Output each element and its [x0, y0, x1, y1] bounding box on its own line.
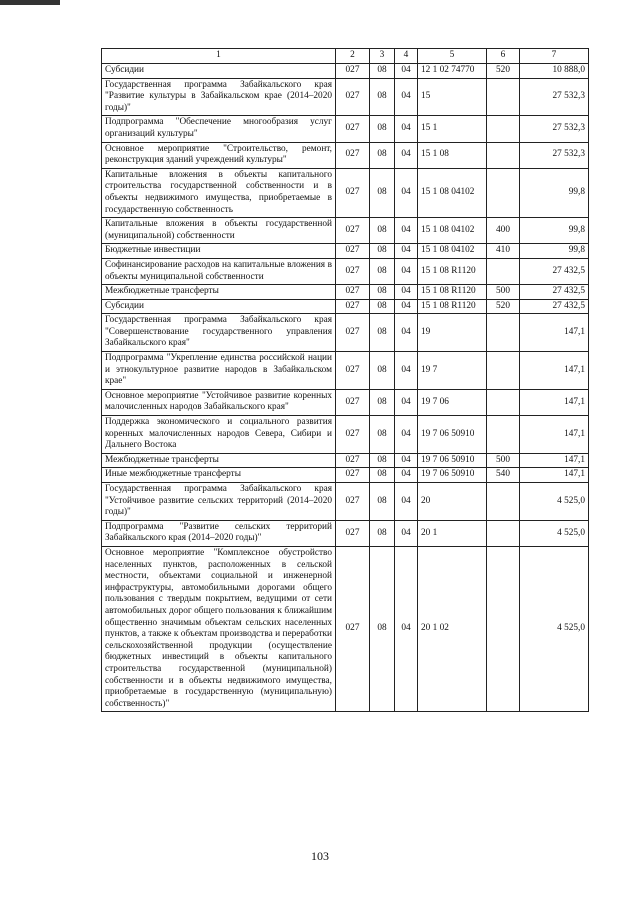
row-grbs: 027 — [336, 389, 370, 415]
row-pr: 04 — [395, 64, 418, 79]
row-pr: 04 — [395, 352, 418, 390]
table-row — [102, 299, 589, 314]
row-csr: 15 1 08 04102 — [418, 244, 487, 259]
row-rz: 08 — [370, 258, 395, 284]
row-name: Основное мероприятие "Строительство, ремонт, реконструкция зданий учреждений культуры" — [102, 142, 336, 168]
row-csr: 19 7 06 50910 — [418, 453, 487, 468]
row-rz: 08 — [370, 116, 395, 142]
row-rz: 08 — [370, 453, 395, 468]
row-csr: 19 — [418, 314, 487, 352]
row-grbs: 027 — [336, 116, 370, 142]
row-vr — [487, 416, 520, 454]
row-rz: 08 — [370, 285, 395, 300]
row-amount: 147,1 — [520, 389, 589, 415]
row-grbs: 027 — [336, 453, 370, 468]
scan-edge-mark — [0, 0, 60, 5]
row-vr: 520 — [487, 299, 520, 314]
table-row — [102, 258, 589, 284]
row-csr: 19 7 06 50910 — [418, 416, 487, 454]
row-pr: 04 — [395, 468, 418, 483]
row-amount: 99,8 — [520, 218, 589, 244]
row-rz: 08 — [370, 78, 395, 116]
row-name: Межбюджетные трансферты — [102, 285, 336, 300]
row-rz: 08 — [370, 64, 395, 79]
row-name: Иные межбюджетные трансферты — [102, 468, 336, 483]
row-csr: 15 1 — [418, 116, 487, 142]
table-row — [102, 416, 589, 454]
row-csr: 15 1 08 R1120 — [418, 285, 487, 300]
row-pr: 04 — [395, 116, 418, 142]
row-vr: 500 — [487, 285, 520, 300]
row-csr: 19 7 06 — [418, 389, 487, 415]
row-name: Межбюджетные трансферты — [102, 453, 336, 468]
row-name: Основное мероприятие "Комплексное обустройство населенных пунктов, расположенных в сельской местности, объектами социальной и инженерной инфраструктуры, автомобильными дорогами общего пользования с твердым покрытием, ведущими от сети автомобильных дорог общего пользования к ближайшим общественно значимым объектам сельских населенных пунктов, а также к объектам производства и переработки сельскохозяйственной продукции (осуществление бюджетных инвестиций в объекты капитального строительства государственной (муниципальной) собственности и в объекты недвижимого имущества, приобретаемые в государственную (муниципальную) собственность)" — [102, 546, 336, 711]
row-amount: 27 532,3 — [520, 116, 589, 142]
row-rz: 08 — [370, 142, 395, 168]
table-row — [102, 116, 589, 142]
budget-table — [101, 48, 589, 712]
table-row — [102, 314, 589, 352]
row-grbs: 027 — [336, 520, 370, 546]
row-amount: 4 525,0 — [520, 520, 589, 546]
row-rz: 08 — [370, 483, 395, 521]
col-header-csr: 5 — [418, 49, 487, 64]
row-vr — [487, 314, 520, 352]
row-vr: 540 — [487, 468, 520, 483]
row-vr: 500 — [487, 453, 520, 468]
row-amount: 10 888,0 — [520, 64, 589, 79]
row-amount: 147,1 — [520, 352, 589, 390]
row-grbs: 027 — [336, 285, 370, 300]
row-rz: 08 — [370, 416, 395, 454]
row-amount: 147,1 — [520, 416, 589, 454]
row-amount: 147,1 — [520, 314, 589, 352]
row-amount: 147,1 — [520, 453, 589, 468]
row-pr: 04 — [395, 483, 418, 521]
col-header-name: 1 — [102, 49, 336, 64]
table-header — [102, 49, 589, 64]
row-grbs: 027 — [336, 314, 370, 352]
row-vr: 400 — [487, 218, 520, 244]
row-amount: 4 525,0 — [520, 483, 589, 521]
row-name: Субсидии — [102, 299, 336, 314]
row-grbs: 027 — [336, 483, 370, 521]
row-name: Поддержка экономического и социального развития коренных малочисленных народов Севера, Сибири и Дальнего Востока — [102, 416, 336, 454]
row-csr: 15 1 08 R1120 — [418, 299, 487, 314]
row-name: Субсидии — [102, 64, 336, 79]
row-csr: 15 1 08 04102 — [418, 218, 487, 244]
row-pr: 04 — [395, 416, 418, 454]
table-row — [102, 520, 589, 546]
row-rz: 08 — [370, 314, 395, 352]
row-pr: 04 — [395, 520, 418, 546]
row-vr — [487, 168, 520, 217]
table-row — [102, 244, 589, 259]
row-pr: 04 — [395, 218, 418, 244]
row-vr — [487, 546, 520, 711]
row-grbs: 027 — [336, 168, 370, 217]
row-vr — [487, 352, 520, 390]
row-pr: 04 — [395, 453, 418, 468]
row-name: Капитальные вложения в объекты государственной (муниципальной) собственности — [102, 218, 336, 244]
row-grbs: 027 — [336, 244, 370, 259]
row-vr: 410 — [487, 244, 520, 259]
row-csr: 19 7 — [418, 352, 487, 390]
table-row — [102, 483, 589, 521]
row-amount: 4 525,0 — [520, 546, 589, 711]
row-pr: 04 — [395, 258, 418, 284]
row-pr: 04 — [395, 546, 418, 711]
row-rz: 08 — [370, 352, 395, 390]
row-vr — [487, 389, 520, 415]
row-vr — [487, 116, 520, 142]
row-csr: 15 1 08 R1120 — [418, 258, 487, 284]
row-name: Государственная программа Забайкальского края "Совершенствование государственного управления Забайкальского края" — [102, 314, 336, 352]
row-grbs: 027 — [336, 78, 370, 116]
row-csr: 20 1 02 — [418, 546, 487, 711]
row-grbs: 027 — [336, 64, 370, 79]
row-grbs: 027 — [336, 258, 370, 284]
table-row — [102, 64, 589, 79]
row-rz: 08 — [370, 468, 395, 483]
row-amount: 27 432,5 — [520, 285, 589, 300]
col-header-grbs: 2 — [336, 49, 370, 64]
row-vr — [487, 142, 520, 168]
row-grbs: 027 — [336, 142, 370, 168]
table-row — [102, 218, 589, 244]
row-amount: 99,8 — [520, 244, 589, 259]
row-name: Подпрограмма "Укрепление единства российской нации и этнокультурное развитие народов в Забайкальском крае" — [102, 352, 336, 390]
row-rz: 08 — [370, 546, 395, 711]
row-vr: 520 — [487, 64, 520, 79]
table-row — [102, 142, 589, 168]
row-pr: 04 — [395, 314, 418, 352]
row-grbs: 027 — [336, 416, 370, 454]
row-amount: 27 432,5 — [520, 299, 589, 314]
row-pr: 04 — [395, 244, 418, 259]
row-pr: 04 — [395, 142, 418, 168]
row-amount: 27 532,3 — [520, 142, 589, 168]
table-row — [102, 352, 589, 390]
row-name: Софинансирование расходов на капитальные вложения в объекты муниципальной собственности — [102, 258, 336, 284]
row-pr: 04 — [395, 78, 418, 116]
row-amount: 99,8 — [520, 168, 589, 217]
row-pr: 04 — [395, 389, 418, 415]
row-csr: 19 7 06 50910 — [418, 468, 487, 483]
row-name: Государственная программа Забайкальского края "Устойчивое развитие сельских территорий (2014–2020 годы)" — [102, 483, 336, 521]
row-rz: 08 — [370, 299, 395, 314]
row-rz: 08 — [370, 218, 395, 244]
row-vr — [487, 483, 520, 521]
table-row — [102, 168, 589, 217]
row-amount: 147,1 — [520, 468, 589, 483]
row-name: Подпрограмма "Обеспечение многообразия услуг организаций культуры" — [102, 116, 336, 142]
row-amount: 27 532,3 — [520, 78, 589, 116]
table-row — [102, 389, 589, 415]
row-csr: 20 — [418, 483, 487, 521]
row-amount: 27 432,5 — [520, 258, 589, 284]
row-vr — [487, 520, 520, 546]
row-csr: 15 1 08 — [418, 142, 487, 168]
table-row — [102, 453, 589, 468]
col-header-pr: 4 — [395, 49, 418, 64]
row-grbs: 027 — [336, 218, 370, 244]
row-rz: 08 — [370, 168, 395, 217]
row-vr — [487, 258, 520, 284]
row-csr: 15 1 08 04102 — [418, 168, 487, 217]
row-rz: 08 — [370, 389, 395, 415]
page-number: 103 — [311, 849, 329, 863]
row-pr: 04 — [395, 168, 418, 217]
row-name: Бюджетные инвестиции — [102, 244, 336, 259]
row-rz: 08 — [370, 520, 395, 546]
table-row — [102, 468, 589, 483]
row-pr: 04 — [395, 285, 418, 300]
row-name: Государственная программа Забайкальского края "Развитие культуры в Забайкальском крае (2014–2020 годы)" — [102, 78, 336, 116]
col-header-vr: 6 — [487, 49, 520, 64]
table-row — [102, 546, 589, 711]
row-grbs: 027 — [336, 352, 370, 390]
col-header-amount: 7 — [520, 49, 589, 64]
row-csr: 15 — [418, 78, 487, 116]
table-body — [102, 64, 589, 712]
row-csr: 12 1 02 74770 — [418, 64, 487, 79]
row-name: Основное мероприятие "Устойчивое развитие коренных малочисленных народов Забайкальского края" — [102, 389, 336, 415]
row-vr — [487, 78, 520, 116]
row-csr: 20 1 — [418, 520, 487, 546]
table-row — [102, 285, 589, 300]
row-pr: 04 — [395, 299, 418, 314]
row-grbs: 027 — [336, 468, 370, 483]
col-header-rz: 3 — [370, 49, 395, 64]
table-row — [102, 78, 589, 116]
row-grbs: 027 — [336, 546, 370, 711]
row-name: Подпрограмма "Развитие сельских территорий Забайкальского края (2014–2020 годы)" — [102, 520, 336, 546]
row-name: Капитальные вложения в объекты капитального строительства государственной собственности и в объекты недвижимого имущества, приобретаемые в государственную собственность — [102, 168, 336, 217]
row-grbs: 027 — [336, 299, 370, 314]
row-rz: 08 — [370, 244, 395, 259]
